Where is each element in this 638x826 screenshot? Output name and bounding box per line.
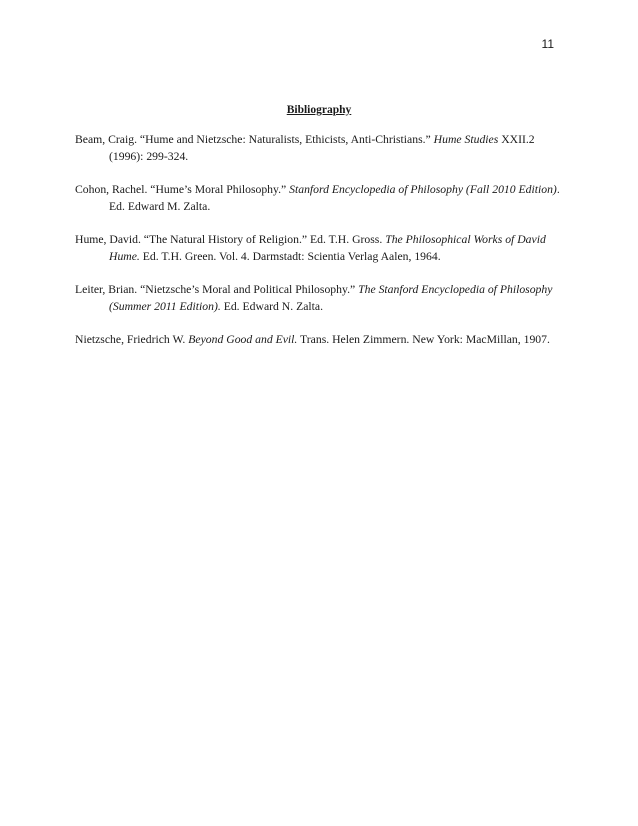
bibliography-entry: [75, 281, 565, 315]
entry-text: Hume, David. “The Natural History of Religion.” Ed. T.H. Gross.: [75, 233, 386, 246]
entry-text: Nietzsche, Friedrich W.: [75, 333, 189, 346]
bibliography-entry: [75, 231, 565, 265]
page-title: Bibliography: [286, 104, 352, 116]
entry-title: The Stanford Encyclopedia of Philosophy (Summer 2011 Edition).: [109, 283, 553, 313]
entry-text: . Ed. Edward M. Zalta.: [109, 183, 560, 213]
entry-text: Leiter, Brian. “Nietzsche’s Moral and Political Philosophy.”: [75, 283, 359, 296]
bibliography-entry: [75, 131, 565, 165]
entry-text: Beam, Craig. “Hume and Nietzsche: Naturalists, Ethicists, Anti-Christians.”: [75, 133, 434, 146]
entry-title: The Philosophical Works of David Hume.: [109, 233, 546, 263]
entry-text: Ed. Edward N. Zalta.: [220, 300, 324, 313]
entry-text: Cohon, Rachel. “Hume’s Moral Philosophy.”: [75, 183, 290, 196]
entry-title: Beyond Good and Evil.: [188, 333, 298, 346]
entry-text: Ed. T.H. Green. Vol. 4. Darmstadt: Scientia Verlag Aalen, 1964.: [139, 250, 441, 263]
entry-title: Hume Studies: [433, 133, 499, 146]
page-number: 11: [541, 37, 554, 51]
bibliography-entry: [75, 331, 565, 348]
entry-text: Trans. Helen Zimmern. New York: MacMillan, 1907.: [297, 333, 550, 346]
entry-title: Stanford Encyclopedia of Philosophy (Fall 2010 Edition): [289, 183, 557, 196]
bibliography-list: [75, 131, 565, 364]
bibliography-entry: [75, 181, 565, 215]
entry-text: XXII.2 (1996): 299-324.: [109, 133, 535, 163]
